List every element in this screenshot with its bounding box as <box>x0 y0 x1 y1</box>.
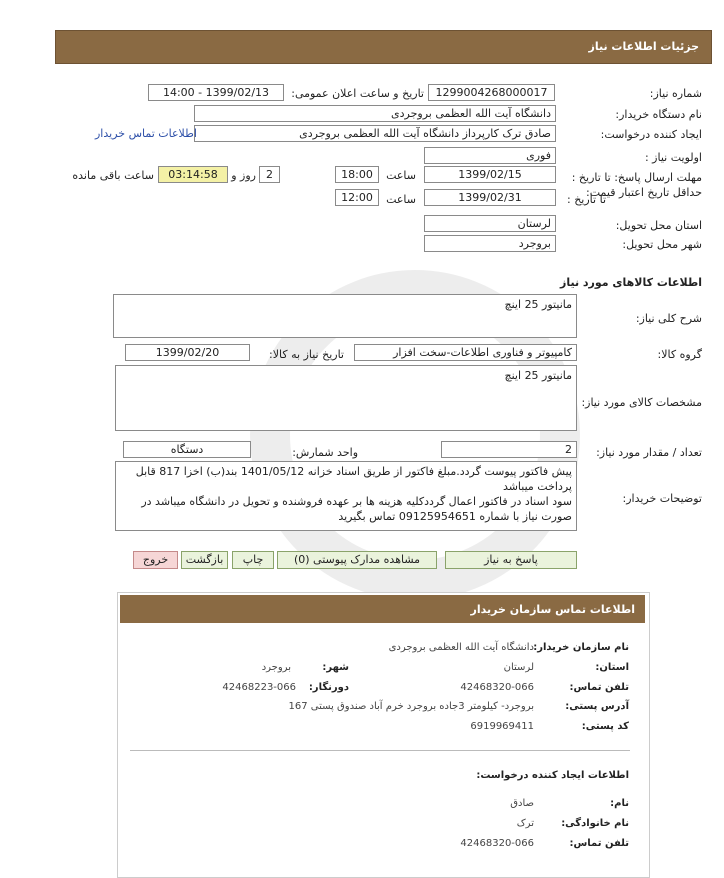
contact-panel <box>117 592 650 878</box>
validity-to-label: تا تاریخ : <box>567 193 606 206</box>
reply-time-label: ساعت <box>386 169 416 182</box>
remaining-time-field: 03:14:58 <box>158 166 228 183</box>
remaining-label: ساعت باقی مانده <box>72 169 154 182</box>
need-date-label: تاریخ نیاز به کالا: <box>269 348 344 361</box>
priority-field: فوری <box>424 147 556 164</box>
buyer-contact-link[interactable]: اطلاعات تماس خریدار <box>95 127 197 140</box>
buyer-org-label: نام دستگاه خریدار: <box>615 108 702 121</box>
contact-panel-header <box>120 595 645 623</box>
days-field: 2 <box>259 166 280 183</box>
contact-city-value: بروجرد <box>261 662 291 673</box>
creator-name-value: صادق <box>510 798 534 809</box>
spec-label: مشخصات کالای مورد نیاز: <box>581 396 702 409</box>
province-field: لرستان <box>424 215 556 232</box>
priority-label: اولویت نیاز : <box>644 151 702 164</box>
contact-fax-value: 42468223-066 <box>222 682 296 693</box>
page-header <box>55 30 712 64</box>
buyer-org-field: دانشگاه آیت الله العظمی بروجردی <box>194 105 556 122</box>
attachments-button[interactable]: مشاهده مدارک پیوستی (0) <box>277 551 437 569</box>
spec-field: مانیتور 25 اینچ <box>115 365 577 431</box>
announce-label: تاریخ و ساعت اعلان عمومی: <box>291 87 424 100</box>
contact-phone-value: 42468320-066 <box>460 682 534 693</box>
creator-name-label: نام: <box>610 798 629 809</box>
contact-org-label: نام سازمان خریدار: <box>533 642 629 653</box>
back-button[interactable]: بازگشت <box>181 551 228 569</box>
reply-deadline-label: مهلت ارسال پاسخ: تا تاریخ : <box>571 171 702 184</box>
reply-button[interactable]: پاسخ به نیاز <box>445 551 577 569</box>
divider <box>130 750 630 751</box>
city-label: شهر محل تحویل: <box>622 238 702 251</box>
creator-family-value: ترک <box>516 818 534 829</box>
contact-city-label: شهر: <box>322 662 349 673</box>
need-number-field: 1299004268000017 <box>428 84 555 101</box>
print-button[interactable]: چاپ <box>232 551 274 569</box>
contact-phone-label: تلفن تماس: <box>569 682 629 693</box>
buyer-notes-label: توضیحات خریدار: <box>622 492 702 505</box>
creator-field: صادق ترک کارپرداز دانشگاه آیت الله العظمی بروجردی <box>194 125 556 142</box>
general-desc-field: مانیتور 25 اینچ <box>113 294 577 338</box>
contact-province-value: لرستان <box>503 662 534 673</box>
contact-title: اطلاعات تماس سازمان خریدار <box>470 603 635 616</box>
page-title: جزئیات اطلاعات نیاز <box>588 40 699 53</box>
contact-province-label: استان: <box>595 662 629 673</box>
validity-label: حداقل تاریخ اعتبار قیمت: <box>586 186 702 199</box>
exit-button[interactable]: خروج <box>133 551 178 569</box>
validity-time-label: ساعت <box>386 193 416 206</box>
creator-phone-label: تلفن تماس: <box>569 838 629 849</box>
group-label: گروه کالا: <box>657 348 702 361</box>
contact-postal-value: 6919969411 <box>470 721 534 732</box>
goods-section-title: اطلاعات کالاهای مورد نیاز <box>560 276 702 289</box>
unit-label: واحد شمارش: <box>292 446 358 459</box>
contact-fax-label: دورنگار: <box>308 682 349 693</box>
creator-family-label: نام خانوادگی: <box>561 818 629 829</box>
group-field: کامپیوتر و فناوری اطلاعات-سخت افزار <box>354 344 577 361</box>
qty-label: تعداد / مقدار مورد نیاز: <box>596 446 702 459</box>
contact-org-value: دانشگاه آیت الله العظمی بروجردی <box>388 642 534 653</box>
province-label: استان محل تحویل: <box>615 219 702 232</box>
validity-time-field: 12:00 <box>335 189 379 206</box>
unit-field: دستگاه <box>123 441 251 458</box>
general-desc-label: شرح کلی نیاز: <box>635 312 702 325</box>
announce-field: 1399/02/13 - 14:00 <box>148 84 284 101</box>
contact-postal-label: کد پستی: <box>581 721 629 732</box>
days-label: روز و <box>231 169 256 182</box>
contact-address-label: آدرس پستی: <box>565 701 629 712</box>
creator-section-title: اطلاعات ایجاد کننده درخواست: <box>476 770 629 781</box>
contact-address-value: بروجرد- کیلومتر 3جاده بروجرد خرم آباد صندوق پستی 167 <box>288 701 534 712</box>
reply-time-field: 18:00 <box>335 166 379 183</box>
creator-phone-value: 42468320-066 <box>460 838 534 849</box>
need-date-field: 1399/02/20 <box>125 344 250 361</box>
validity-date-field: 1399/02/31 <box>424 189 556 206</box>
buyer-notes-field: پیش فاکتور پیوست گردد.مبلغ فاکتور از طریق اسناد خزانه 1401/05/12 بند(ب) اخزا 817 قابل پرداخت میباشد سود اسناد در فاکتور اعمال گرددکلیه هزینه ها بر عهده فروشنده و تحویل در دانشگاه میباشد در صورت نیاز با شماره 09125954651 تماس بگیرید <box>115 461 577 531</box>
reply-date-field: 1399/02/15 <box>424 166 556 183</box>
city-field: بروجرد <box>424 235 556 252</box>
need-number-label: شماره نیاز: <box>649 87 702 100</box>
qty-field: 2 <box>441 441 577 458</box>
creator-label: ایجاد کننده درخواست: <box>600 128 702 141</box>
